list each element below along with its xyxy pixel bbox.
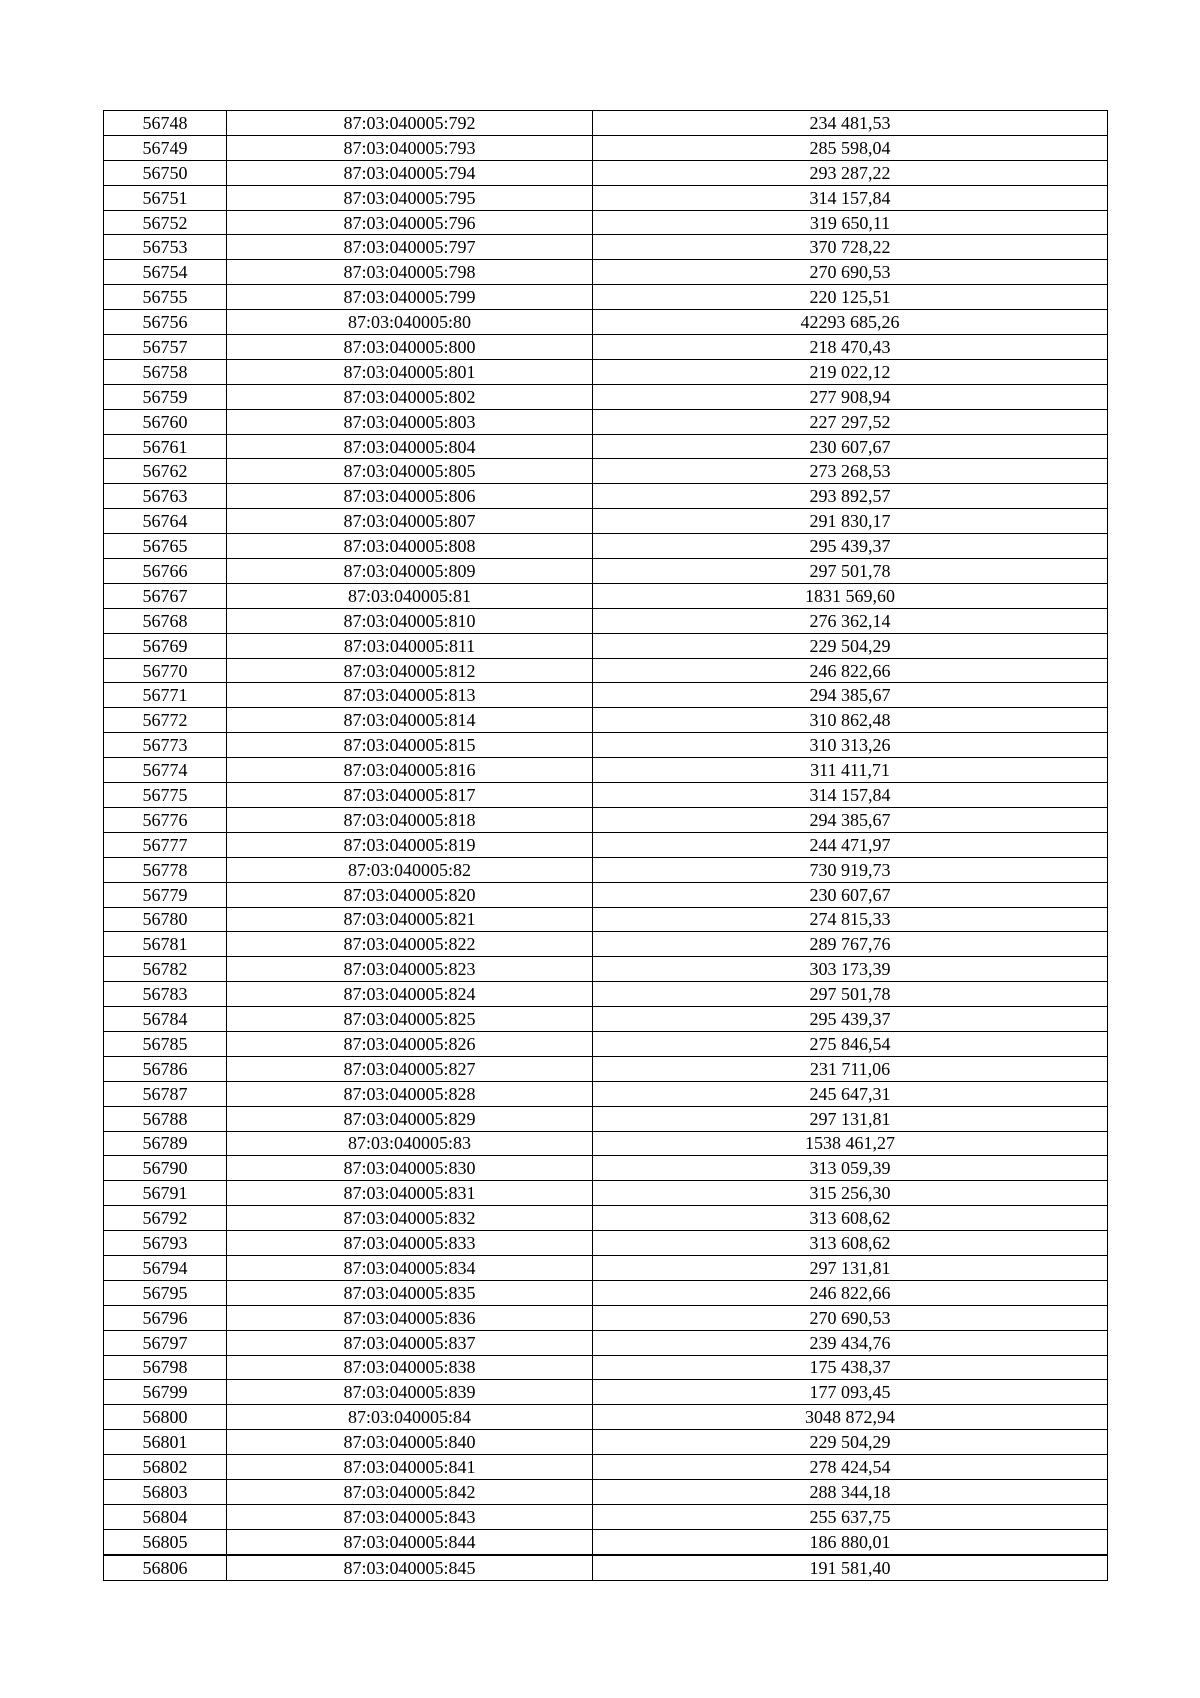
cadastral-number-cell: 87:03:040005:803 (227, 409, 593, 434)
cadastral-number-cell: 87:03:040005:792 (227, 111, 593, 136)
cadastral-value-cell: 177 093,45 (593, 1380, 1108, 1405)
cadastral-number-cell: 87:03:040005:820 (227, 882, 593, 907)
table-row (104, 559, 1108, 584)
cadastral-number-cell: 87:03:040005:834 (227, 1255, 593, 1280)
row-number-cell: 56786 (104, 1056, 227, 1081)
cadastral-number-cell: 87:03:040005:812 (227, 658, 593, 683)
table-row (104, 1479, 1108, 1504)
table-row (104, 285, 1108, 310)
cadastral-number-cell: 87:03:040005:845 (227, 1555, 593, 1580)
cadastral-number-cell: 87:03:040005:837 (227, 1330, 593, 1355)
row-number-cell: 56758 (104, 359, 227, 384)
cadastral-number-cell: 87:03:040005:816 (227, 758, 593, 783)
cadastral-value-cell: 314 157,84 (593, 783, 1108, 808)
table-row (104, 1504, 1108, 1529)
cadastral-number-cell: 87:03:040005:817 (227, 783, 593, 808)
cadastral-value-cell: 191 581,40 (593, 1555, 1108, 1580)
cadastral-value-cell: 274 815,33 (593, 907, 1108, 932)
table-body (104, 111, 1108, 1581)
table-row (104, 783, 1108, 808)
table-row (104, 484, 1108, 509)
cadastral-number-cell: 87:03:040005:806 (227, 484, 593, 509)
cadastral-value-cell: 234 481,53 (593, 111, 1108, 136)
cadastral-number-cell: 87:03:040005:840 (227, 1430, 593, 1455)
cadastral-number-cell: 87:03:040005:843 (227, 1504, 593, 1529)
cadastral-value-cell: 293 892,57 (593, 484, 1108, 509)
row-number-cell: 56776 (104, 807, 227, 832)
table-row (104, 1081, 1108, 1106)
table-row (104, 1056, 1108, 1081)
cadastral-value-cell: 278 424,54 (593, 1455, 1108, 1480)
cadastral-number-cell: 87:03:040005:809 (227, 559, 593, 584)
cadastral-number-cell: 87:03:040005:814 (227, 708, 593, 733)
row-number-cell: 56764 (104, 509, 227, 534)
table-row (104, 210, 1108, 235)
row-number-cell: 56762 (104, 459, 227, 484)
cadastral-value-cell: 220 125,51 (593, 285, 1108, 310)
row-number-cell: 56783 (104, 982, 227, 1007)
table-row (104, 335, 1108, 360)
table-row (104, 683, 1108, 708)
cadastral-number-cell: 87:03:040005:805 (227, 459, 593, 484)
cadastral-number-cell: 87:03:040005:804 (227, 434, 593, 459)
cadastral-number-cell: 87:03:040005:831 (227, 1181, 593, 1206)
table-row (104, 832, 1108, 857)
cadastral-number-cell: 87:03:040005:810 (227, 608, 593, 633)
row-number-cell: 56772 (104, 708, 227, 733)
table-row (104, 135, 1108, 160)
table-row (104, 1181, 1108, 1206)
row-number-cell: 56777 (104, 832, 227, 857)
row-number-cell: 56761 (104, 434, 227, 459)
cadastral-number-cell: 87:03:040005:844 (227, 1529, 593, 1554)
table-row (104, 1131, 1108, 1156)
cadastral-number-cell: 87:03:040005:826 (227, 1031, 593, 1056)
cadastral-number-cell: 87:03:040005:833 (227, 1231, 593, 1256)
cadastral-number-cell: 87:03:040005:797 (227, 235, 593, 260)
table-row (104, 932, 1108, 957)
table-row (104, 1455, 1108, 1480)
cadastral-value-cell: 294 385,67 (593, 683, 1108, 708)
cadastral-number-cell: 87:03:040005:799 (227, 285, 593, 310)
cadastral-value-cell: 186 880,01 (593, 1529, 1108, 1554)
cadastral-value-cell: 295 439,37 (593, 1007, 1108, 1032)
cadastral-value-cell: 277 908,94 (593, 384, 1108, 409)
table-row (104, 459, 1108, 484)
cadastral-value-cell: 297 131,81 (593, 1106, 1108, 1131)
table-row (104, 807, 1108, 832)
row-number-cell: 56781 (104, 932, 227, 957)
table-row (104, 608, 1108, 633)
table-row (104, 434, 1108, 459)
table-row (104, 882, 1108, 907)
table-row (104, 160, 1108, 185)
cadastral-number-cell: 87:03:040005:841 (227, 1455, 593, 1480)
row-number-cell: 56754 (104, 260, 227, 285)
cadastral-value-cell: 273 268,53 (593, 459, 1108, 484)
row-number-cell: 56782 (104, 957, 227, 982)
row-number-cell: 56779 (104, 882, 227, 907)
cadastral-value-cell: 297 501,78 (593, 559, 1108, 584)
table-row (104, 1305, 1108, 1330)
row-number-cell: 56801 (104, 1430, 227, 1455)
row-number-cell: 56748 (104, 111, 227, 136)
cadastral-number-cell: 87:03:040005:829 (227, 1106, 593, 1131)
cadastral-value-cell: 313 608,62 (593, 1206, 1108, 1231)
row-number-cell: 56766 (104, 559, 227, 584)
cadastral-value-cell: 3048 872,94 (593, 1405, 1108, 1430)
row-number-cell: 56792 (104, 1206, 227, 1231)
table-row (104, 1255, 1108, 1280)
row-number-cell: 56775 (104, 783, 227, 808)
cadastral-number-cell: 87:03:040005:794 (227, 160, 593, 185)
cadastral-value-cell: 175 438,37 (593, 1355, 1108, 1380)
row-number-cell: 56778 (104, 857, 227, 882)
table-row (104, 260, 1108, 285)
table-row (104, 111, 1108, 136)
row-number-cell: 56753 (104, 235, 227, 260)
table-row (104, 310, 1108, 335)
table-row (104, 633, 1108, 658)
cadastral-value-cell: 42293 685,26 (593, 310, 1108, 335)
cadastral-value-cell: 246 822,66 (593, 1280, 1108, 1305)
cadastral-value-cell: 314 157,84 (593, 185, 1108, 210)
row-number-cell: 56803 (104, 1479, 227, 1504)
table-row (104, 235, 1108, 260)
row-number-cell: 56751 (104, 185, 227, 210)
cadastral-number-cell: 87:03:040005:802 (227, 384, 593, 409)
table-row (104, 982, 1108, 1007)
table-row (104, 359, 1108, 384)
row-number-cell: 56755 (104, 285, 227, 310)
table-row (104, 1031, 1108, 1056)
table-row (104, 1380, 1108, 1405)
table-row (104, 1106, 1108, 1131)
row-number-cell: 56773 (104, 733, 227, 758)
table-row (104, 1330, 1108, 1355)
table-row (104, 534, 1108, 559)
row-number-cell: 56788 (104, 1106, 227, 1131)
cadastral-value-cell: 303 173,39 (593, 957, 1108, 982)
cadastral-value-cell: 285 598,04 (593, 135, 1108, 160)
row-number-cell: 56763 (104, 484, 227, 509)
row-number-cell: 56780 (104, 907, 227, 932)
cadastral-value-cell: 230 607,67 (593, 434, 1108, 459)
row-number-cell: 56806 (104, 1555, 227, 1580)
cadastral-number-cell: 87:03:040005:795 (227, 185, 593, 210)
cadastral-value-cell: 295 439,37 (593, 534, 1108, 559)
row-number-cell: 56794 (104, 1255, 227, 1280)
table-row (104, 409, 1108, 434)
table-row (104, 1156, 1108, 1181)
cadastral-value-cell: 270 690,53 (593, 1305, 1108, 1330)
row-number-cell: 56796 (104, 1305, 227, 1330)
cadastral-value-cell: 1538 461,27 (593, 1131, 1108, 1156)
row-number-cell: 56785 (104, 1031, 227, 1056)
row-number-cell: 56760 (104, 409, 227, 434)
row-number-cell: 56769 (104, 633, 227, 658)
row-number-cell: 56790 (104, 1156, 227, 1181)
cadastral-number-cell: 87:03:040005:807 (227, 509, 593, 534)
row-number-cell: 56752 (104, 210, 227, 235)
row-number-cell: 56749 (104, 135, 227, 160)
cadastral-value-cell: 255 637,75 (593, 1504, 1108, 1529)
cadastral-value-cell: 315 256,30 (593, 1181, 1108, 1206)
cadastral-value-cell: 319 650,11 (593, 210, 1108, 235)
cadastral-number-cell: 87:03:040005:808 (227, 534, 593, 559)
cadastral-number-cell: 87:03:040005:84 (227, 1405, 593, 1430)
cadastral-number-cell: 87:03:040005:824 (227, 982, 593, 1007)
table-row (104, 384, 1108, 409)
row-number-cell: 56759 (104, 384, 227, 409)
table-row (104, 1405, 1108, 1430)
cadastral-value-cell: 231 711,06 (593, 1056, 1108, 1081)
cadastral-value-cell: 289 767,76 (593, 932, 1108, 957)
cadastral-value-cell: 218 470,43 (593, 335, 1108, 360)
cadastral-number-cell: 87:03:040005:830 (227, 1156, 593, 1181)
cadastral-value-cell: 310 862,48 (593, 708, 1108, 733)
table-row (104, 1355, 1108, 1380)
row-number-cell: 56787 (104, 1081, 227, 1106)
cadastral-value-cell: 311 411,71 (593, 758, 1108, 783)
cadastral-number-cell: 87:03:040005:796 (227, 210, 593, 235)
cadastral-value-cell: 297 131,81 (593, 1255, 1108, 1280)
row-number-cell: 56805 (104, 1529, 227, 1554)
row-number-cell: 56756 (104, 310, 227, 335)
cadastral-value-cell: 227 297,52 (593, 409, 1108, 434)
table-row (104, 1280, 1108, 1305)
cadastral-value-cell: 244 471,97 (593, 832, 1108, 857)
row-number-cell: 56765 (104, 534, 227, 559)
table-row (104, 957, 1108, 982)
cadastral-value-cell: 293 287,22 (593, 160, 1108, 185)
table-row (104, 733, 1108, 758)
cadastral-number-cell: 87:03:040005:800 (227, 335, 593, 360)
table-row (104, 658, 1108, 683)
table-row (104, 509, 1108, 534)
cadastral-number-cell: 87:03:040005:823 (227, 957, 593, 982)
cadastral-value-cell: 229 504,29 (593, 1430, 1108, 1455)
cadastral-number-cell: 87:03:040005:838 (227, 1355, 593, 1380)
cadastral-number-cell: 87:03:040005:842 (227, 1479, 593, 1504)
table-row (104, 1231, 1108, 1256)
cadastral-value-cell: 370 728,22 (593, 235, 1108, 260)
cadastral-value-cell: 1831 569,60 (593, 583, 1108, 608)
table-row (104, 185, 1108, 210)
table-row (104, 758, 1108, 783)
cadastral-number-cell: 87:03:040005:825 (227, 1007, 593, 1032)
row-number-cell: 56789 (104, 1131, 227, 1156)
row-number-cell: 56767 (104, 583, 227, 608)
cadastral-value-cell: 294 385,67 (593, 807, 1108, 832)
table-row (104, 1206, 1108, 1231)
table-row (104, 907, 1108, 932)
cadastral-value-cell: 246 822,66 (593, 658, 1108, 683)
row-number-cell: 56798 (104, 1355, 227, 1380)
cadastral-number-cell: 87:03:040005:793 (227, 135, 593, 160)
row-number-cell: 56802 (104, 1455, 227, 1480)
cadastral-number-cell: 87:03:040005:82 (227, 857, 593, 882)
table-row (104, 857, 1108, 882)
row-number-cell: 56797 (104, 1330, 227, 1355)
cadastral-value-cell: 229 504,29 (593, 633, 1108, 658)
cadastral-number-cell: 87:03:040005:835 (227, 1280, 593, 1305)
cadastral-number-cell: 87:03:040005:811 (227, 633, 593, 658)
table-row (104, 583, 1108, 608)
cadastral-number-cell: 87:03:040005:813 (227, 683, 593, 708)
table-row (104, 708, 1108, 733)
cadastral-value-cell: 275 846,54 (593, 1031, 1108, 1056)
cadastral-value-cell: 730 919,73 (593, 857, 1108, 882)
cadastral-number-cell: 87:03:040005:836 (227, 1305, 593, 1330)
cadastral-number-cell: 87:03:040005:839 (227, 1380, 593, 1405)
cadastral-value-cell: 310 313,26 (593, 733, 1108, 758)
cadastral-number-cell: 87:03:040005:801 (227, 359, 593, 384)
cadastral-value-cell: 288 344,18 (593, 1479, 1108, 1504)
table-row (104, 1555, 1108, 1580)
cadastral-number-cell: 87:03:040005:798 (227, 260, 593, 285)
row-number-cell: 56784 (104, 1007, 227, 1032)
row-number-cell: 56774 (104, 758, 227, 783)
row-number-cell: 56799 (104, 1380, 227, 1405)
cadastral-number-cell: 87:03:040005:827 (227, 1056, 593, 1081)
row-number-cell: 56750 (104, 160, 227, 185)
row-number-cell: 56793 (104, 1231, 227, 1256)
cadastral-number-cell: 87:03:040005:819 (227, 832, 593, 857)
cadastral-value-cell: 239 434,76 (593, 1330, 1108, 1355)
row-number-cell: 56768 (104, 608, 227, 633)
table-row (104, 1430, 1108, 1455)
cadastral-number-cell: 87:03:040005:81 (227, 583, 593, 608)
cadastral-value-cell: 270 690,53 (593, 260, 1108, 285)
cadastral-number-cell: 87:03:040005:822 (227, 932, 593, 957)
cadastral-value-cell: 313 608,62 (593, 1231, 1108, 1256)
cadastral-value-cell: 313 059,39 (593, 1156, 1108, 1181)
cadastral-value-cell: 245 647,31 (593, 1081, 1108, 1106)
cadastral-value-cell: 276 362,14 (593, 608, 1108, 633)
cadastral-number-cell: 87:03:040005:821 (227, 907, 593, 932)
row-number-cell: 56795 (104, 1280, 227, 1305)
row-number-cell: 56770 (104, 658, 227, 683)
table-row (104, 1007, 1108, 1032)
row-number-cell: 56804 (104, 1504, 227, 1529)
cadastral-value-cell: 230 607,67 (593, 882, 1108, 907)
cadastral-number-cell: 87:03:040005:83 (227, 1131, 593, 1156)
cadastral-value-cell: 297 501,78 (593, 982, 1108, 1007)
cadastral-number-cell: 87:03:040005:828 (227, 1081, 593, 1106)
row-number-cell: 56757 (104, 335, 227, 360)
cadastral-value-cell: 219 022,12 (593, 359, 1108, 384)
cadastral-number-cell: 87:03:040005:832 (227, 1206, 593, 1231)
row-number-cell: 56771 (104, 683, 227, 708)
cadastral-number-cell: 87:03:040005:815 (227, 733, 593, 758)
cadastral-value-table (103, 110, 1108, 1581)
row-number-cell: 56791 (104, 1181, 227, 1206)
table-row (104, 1529, 1108, 1554)
cadastral-number-cell: 87:03:040005:80 (227, 310, 593, 335)
row-number-cell: 56800 (104, 1405, 227, 1430)
cadastral-number-cell: 87:03:040005:818 (227, 807, 593, 832)
cadastral-value-cell: 291 830,17 (593, 509, 1108, 534)
